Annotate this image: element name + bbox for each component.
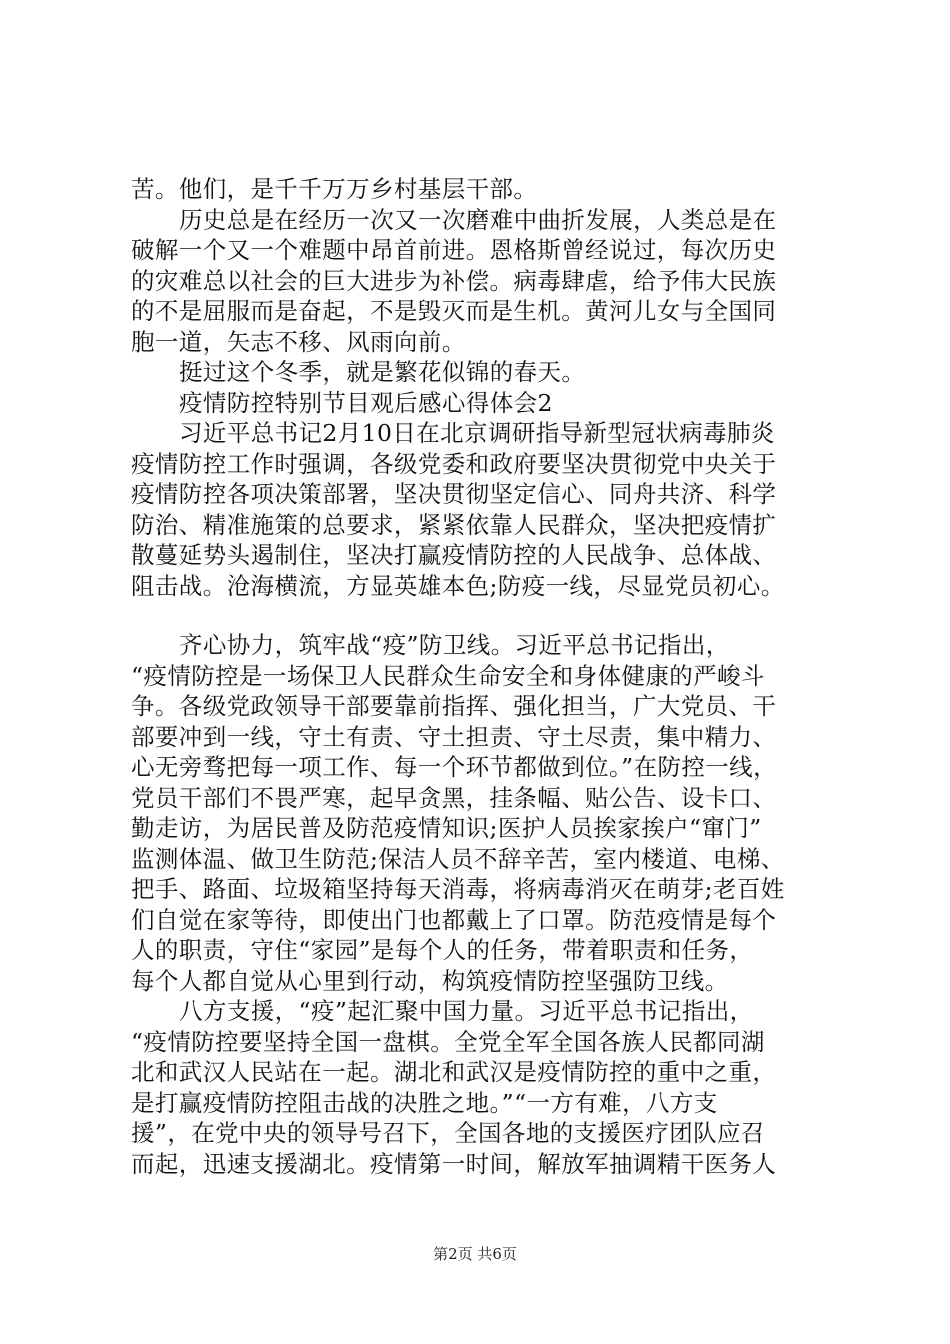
text-line: 北和武汉人民站在一起。湖北和武汉是疫情防控的重中之重， [131,1058,777,1086]
paragraph [131,174,831,205]
text-line: 散蔓延势头遏制住，坚决打赢疫情防控的人民战争、总体战、 [131,541,777,569]
page-footer: 第2页 共6页 [433,1245,517,1263]
text-line: 心无旁骛把每一项工作、每一个环节都做到位。”在防控一线， [131,753,777,781]
text-line: 破解一个又一个难题中昂首前进。恩格斯曾经说过，每次历史 [131,236,777,264]
text-line: 监测体温、做卫生防范;保洁人员不辞辛苦，室内楼道、电梯、 [131,844,785,873]
text-line: 争。各级党政领导干部要靠前指挥、强化担当，广大党员、干 [131,692,777,720]
text-line: 党员干部们不畏严寒，起早贪黑，挂条幅、贴公告、设卡口、 [131,783,777,812]
text-line: 的不是屈服而是奋起，不是毁灭而是生机。黄河儿女与全国同 [131,297,777,325]
paragraph [131,388,831,419]
text-line: 齐心协力，筑牢战“疫”防卫线。习近平总书记指出， [179,631,730,659]
text-line: “疫情防控是一场保卫人民群众生命安全和身体健康的严峻斗 [131,661,765,690]
text-line: 疫情防控特别节目观后感心得体会2 [179,388,553,417]
paragraph [131,205,831,358]
paragraph [131,418,831,601]
text-line: 是打赢疫情防控阻击战的决胜之地。”“一方有难，八方支 [131,1088,718,1117]
text-line: 人的职责，守住“家园”是每个人的任务，带着职责和任务， [131,936,754,964]
text-line: 挺过这个冬季，就是繁花似锦的春天。 [179,358,586,386]
text-line: 而起，迅速支援湖北。疫情第一时间，解放军抽调精干医务人 [131,1149,777,1178]
text-line: 把手、路面、垃圾箱坚持每天消毒，将病毒消灭在萌芽;老百姓 [131,875,785,903]
text-line: 援”，在党中央的领导号召下，全国各地的支援医疗团队应召 [131,1119,765,1147]
text-line: 每个人都自觉从心里到行动，构筑疫情防控坚强防卫线。 [131,966,729,995]
text-line: 们自觉在家等待，即使出门也都戴上了口罩。防范疫情是每个 [131,905,777,934]
text-line: 苦。他们，是千千万万乡村基层干部。 [131,175,538,203]
document-body [131,174,831,1179]
text-line: 勤走访，为居民普及防范疫情知识;医护人员挨家挨户“窜门” [131,814,762,842]
text-line: “疫情防控要坚持全国一盘棋。全党全军全国各族人民都同湖 [131,1027,765,1056]
text-line: 疫情防控各项决策部署，坚决贯彻坚定信心、同舟共济、科学 [131,480,777,508]
text-line: 疫情防控工作时强调，各级党委和政府要坚决贯彻党中央关于 [131,449,777,478]
paragraph [131,630,831,996]
text-line: 部要冲到一线，守土有责、守土担责、守土尽责，集中精力、 [131,722,777,751]
text-line: 防治、精准施策的总要求，紧紧依靠人民群众，坚决把疫情扩 [131,510,777,539]
text-line: 阻击战。沧海横流，方显英雄本色;防疫一线，尽显党员初心。 [131,571,785,600]
text-line: 习近平总书记2月10日在北京调研指导新型冠状病毒肺炎 [179,419,775,447]
text-line: 历史总是在经历一次又一次磨难中曲折发展，人类总是在 [179,205,777,234]
blank-line [131,601,831,630]
text-line: 胞一道，矢志不移、风雨向前。 [131,327,466,356]
paragraph [131,357,831,388]
paragraph [131,996,831,1179]
text-line: 的灾难总以社会的巨大进步为补偿。病毒肆虐，给予伟大民族 [131,266,777,295]
text-line: 八方支援，“疫”起汇聚中国力量。习近平总书记指出， [179,997,754,1025]
